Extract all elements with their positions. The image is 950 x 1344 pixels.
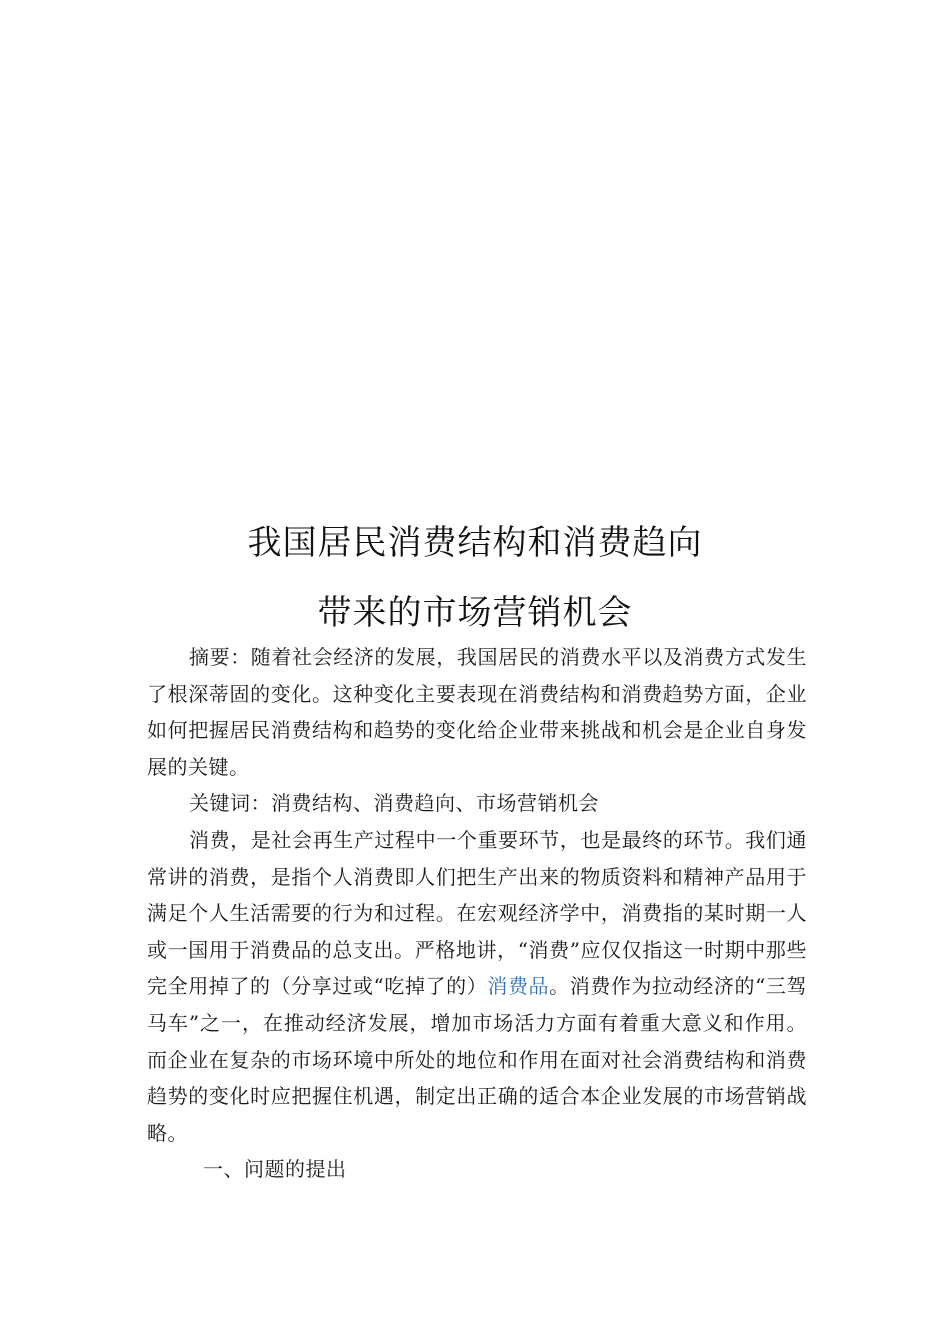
keywords-paragraph: 关键词：消费结构、消费趋向、市场营销机会 [189,791,599,816]
body-text-part2: 。消费作为拉动经济的“三驾马车”之一，在推动经济发展，增加市场活力方面有着重大意义和作用。而企业在复杂的市场环境中所处的地位和作用在面对社会消费结构和消费趋势的变化时应把握住机遇，制定出正确的适合本企业发展的市场营销战略。 [147,974,808,1145]
document-title [0,508,950,648]
document-body [147,639,807,1188]
consumer-goods-link[interactable]: 消费品 [487,974,550,999]
abstract-paragraph: 摘要：随着社会经济的发展，我国居民的消费水平以及消费方式发生了根深蒂固的变化。这种变化主要表现在消费结构和消费趋势方面，企业如何把握居民消费结构和趋势的变化给企业带来挑战和机会是企业自身发展的关键。 [147,645,807,779]
title-line-2: 带来的市场营销机会 [317,593,633,633]
body-paragraph [147,822,807,1151]
body-text-part1: 消费，是社会再生产过程中一个重要环节，也是最终的环节。我们通常讲的消费，是指个人消费即人们把生产出来的物质资料和精神产品用于满足个人生活需要的行为和过程。在宏观经济学中，消费指的某时期一人或一国用于消费品的总支出。严格地讲，“消费”应仅仅指这一时期中那些完全用掉了的（分享过或“吃掉了的） [147,827,807,999]
title-line-1: 我国居民消费结构和消费趋向 [247,523,703,563]
section-heading-1: 一、问题的提出 [203,1157,347,1182]
